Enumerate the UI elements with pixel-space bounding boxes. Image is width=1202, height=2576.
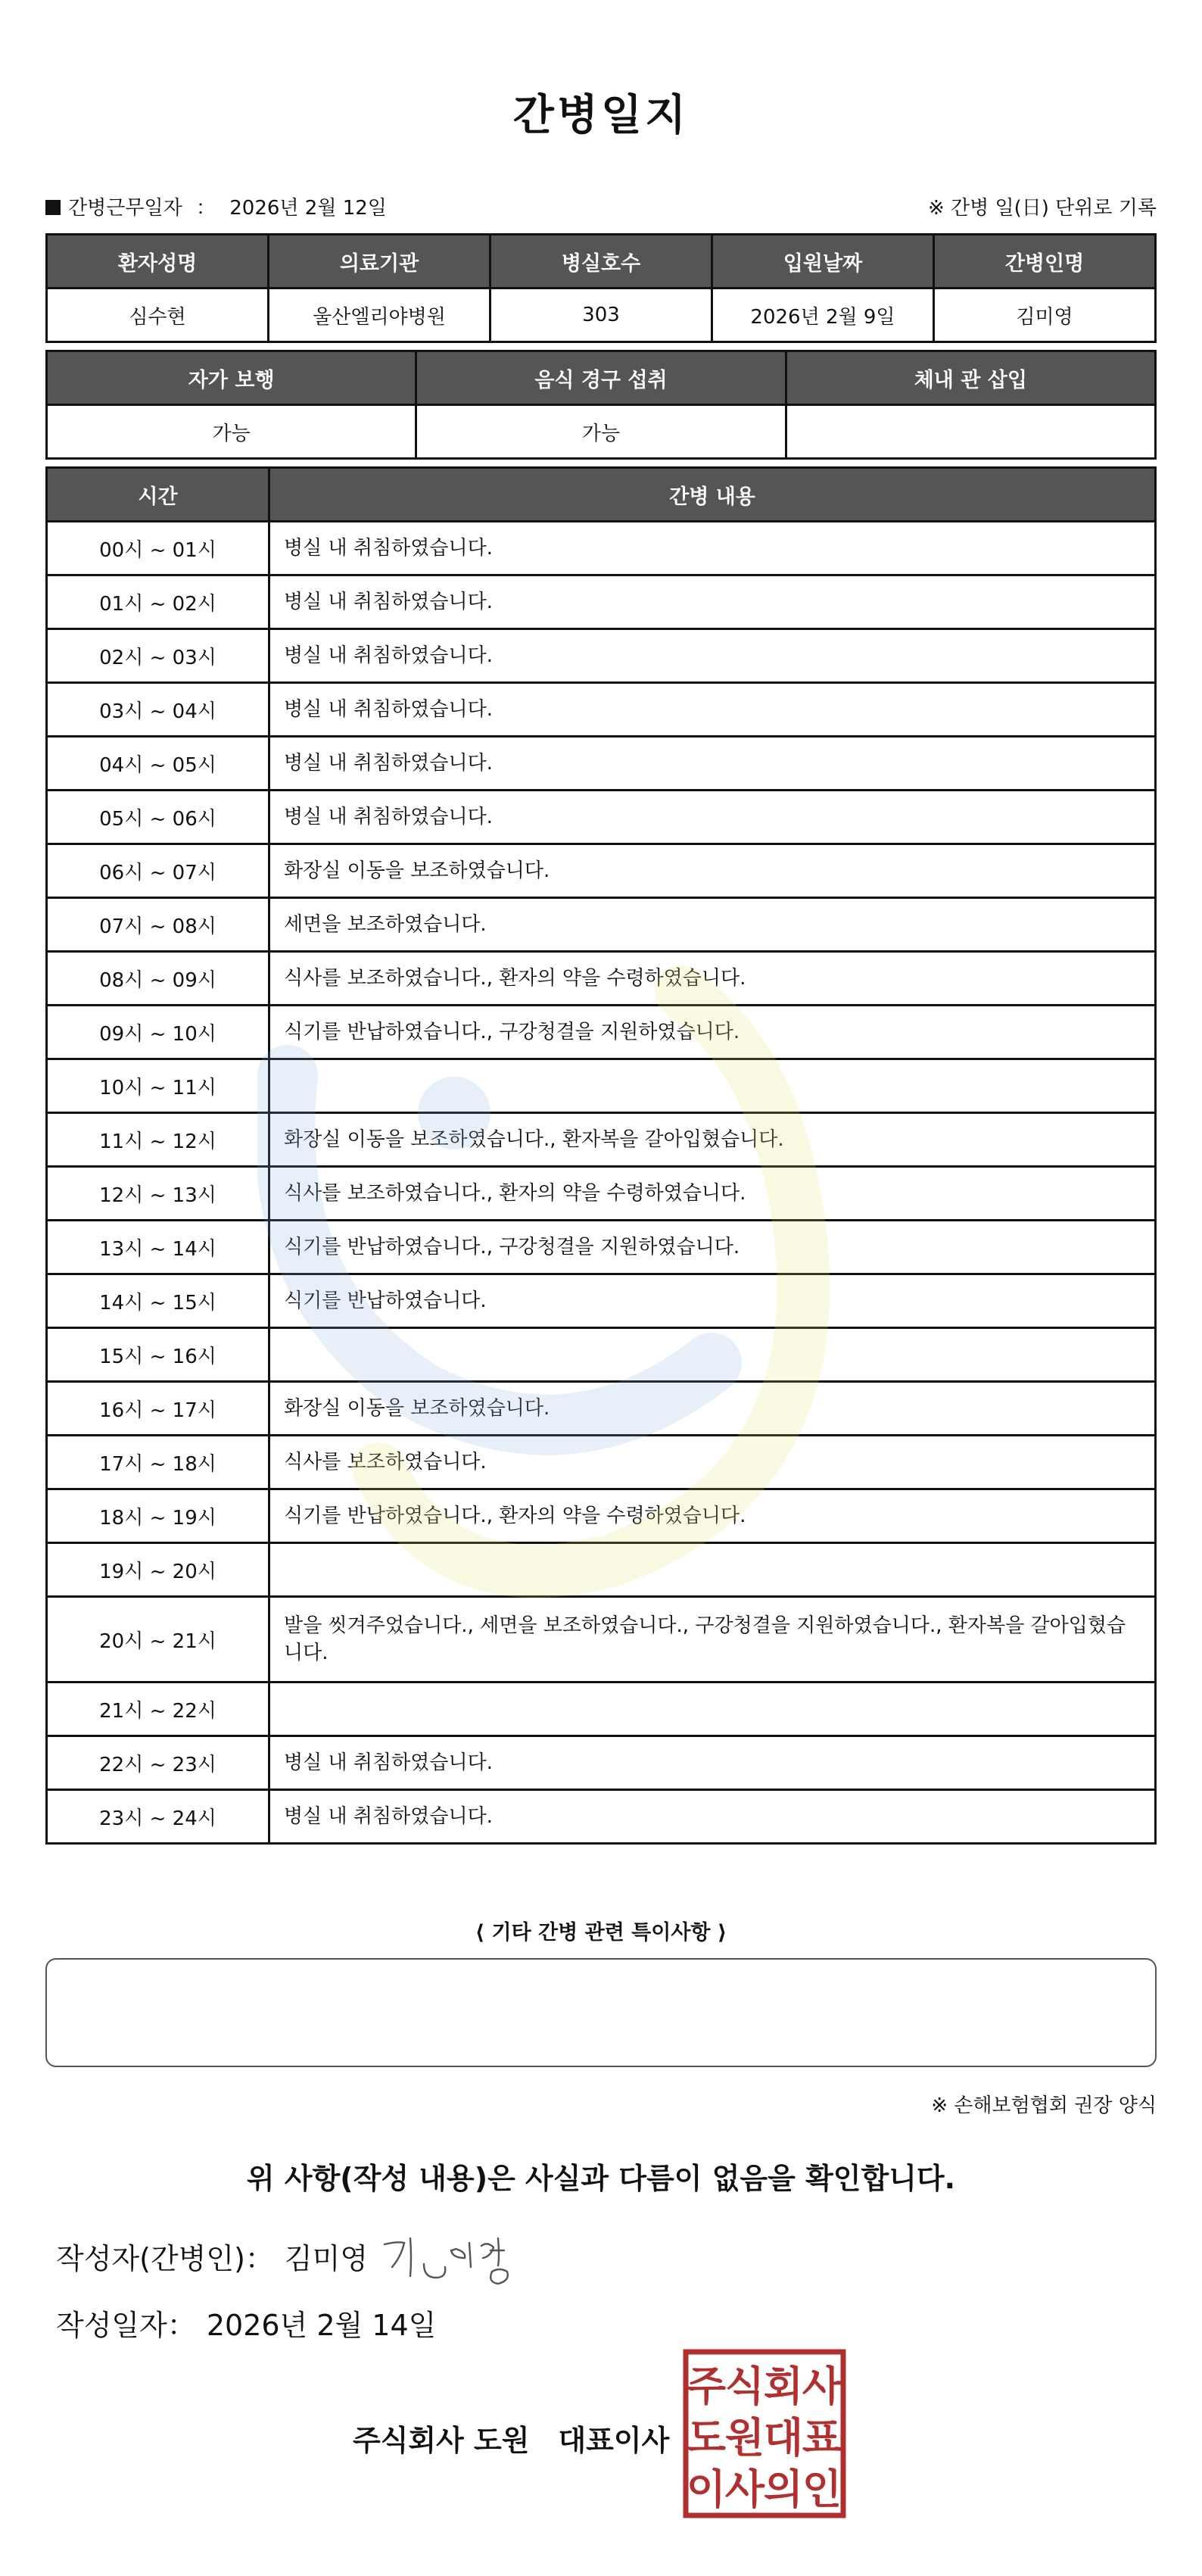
care-content: 병실 내 취침하였습니다. bbox=[269, 791, 1156, 844]
care-content: 식사를 보조하였습니다., 환자의 약을 수령하였습니다. bbox=[269, 1167, 1156, 1221]
header-self-walking: 자가 보행 bbox=[47, 351, 416, 405]
confirmation-statement: 위 사항(작성 내용)은 사실과 다름이 없음을 확인합니다. bbox=[246, 2162, 956, 2195]
header-tube-insertion: 체내 관 삽입 bbox=[786, 351, 1155, 405]
table-row bbox=[47, 844, 1156, 898]
tube-insertion-value bbox=[786, 405, 1155, 459]
care-content bbox=[269, 1059, 1156, 1113]
time-slot: 07시 ~ 08시 bbox=[47, 898, 269, 952]
svg-text:회: 회 bbox=[763, 2362, 804, 2410]
patient-status-value-row bbox=[47, 405, 1156, 459]
work-date-value: 2026년 2월 12일 bbox=[229, 197, 387, 220]
table-row bbox=[47, 1597, 1156, 1683]
table-row bbox=[47, 1113, 1156, 1167]
square-bullet-icon bbox=[45, 200, 61, 215]
header-oral-intake: 음식 경구 섭취 bbox=[416, 351, 786, 405]
care-content bbox=[269, 1328, 1156, 1382]
table-row bbox=[47, 1790, 1156, 1844]
writer-name: 김미영 bbox=[284, 2242, 369, 2275]
notes-title: ⟨ 기타 간병 관련 특이사항 ⟩ bbox=[475, 1921, 727, 1944]
care-content: 화장실 이동을 보조하였습니다. bbox=[269, 1382, 1156, 1436]
patient-status-table bbox=[45, 350, 1157, 460]
time-slot: 05시 ~ 06시 bbox=[47, 791, 269, 844]
time-slot: 23시 ~ 24시 bbox=[47, 1790, 269, 1844]
care-content: 병실 내 취침하였습니다. bbox=[269, 1790, 1156, 1844]
time-slot: 20시 ~ 21시 bbox=[47, 1597, 269, 1683]
care-content: 식기를 반납하였습니다. bbox=[269, 1274, 1156, 1328]
table-row bbox=[47, 575, 1156, 629]
written-date-label: 작성일자： bbox=[56, 2309, 196, 2342]
time-slot: 14시 ~ 15시 bbox=[47, 1274, 269, 1328]
care-content: 병실 내 취침하였습니다. bbox=[269, 575, 1156, 629]
time-slot: 19시 ~ 20시 bbox=[47, 1543, 269, 1597]
time-slot: 17시 ~ 18시 bbox=[47, 1436, 269, 1489]
care-content: 식기를 반납하였습니다., 구강청결을 지원하였습니다. bbox=[269, 1006, 1156, 1059]
time-slot: 01시 ~ 02시 bbox=[47, 575, 269, 629]
writer-line bbox=[56, 2235, 368, 2277]
time-slot: 02시 ~ 03시 bbox=[47, 629, 269, 683]
company-representative: 주식회사 도원 대표이사 bbox=[353, 2424, 670, 2457]
care-content: 식기를 반납하였습니다., 구강청결을 지원하였습니다. bbox=[269, 1221, 1156, 1274]
care-log-table bbox=[45, 466, 1157, 1845]
oral-intake-value: 가능 bbox=[416, 405, 786, 459]
notes-box bbox=[45, 1958, 1157, 2067]
writer-label: 작성자(간병인)： bbox=[56, 2242, 274, 2275]
company-seal-stamp bbox=[681, 2347, 848, 2520]
table-row bbox=[47, 1489, 1156, 1543]
time-slot: 16시 ~ 17시 bbox=[47, 1382, 269, 1436]
patient-info-header-row bbox=[47, 235, 1156, 288]
time-slot: 18시 ~ 19시 bbox=[47, 1489, 269, 1543]
care-content: 병실 내 취침하였습니다. bbox=[269, 737, 1156, 791]
table-row bbox=[47, 1059, 1156, 1113]
svg-text:의: 의 bbox=[763, 2465, 804, 2513]
care-content: 병실 내 취침하였습니다. bbox=[269, 522, 1156, 575]
work-date-label: 간병근무일자 bbox=[68, 197, 182, 220]
caregiver-name: 김미영 bbox=[934, 288, 1156, 342]
table-row bbox=[47, 1221, 1156, 1274]
self-walking-value: 가능 bbox=[47, 405, 416, 459]
time-slot: 00시 ~ 01시 bbox=[47, 522, 269, 575]
table-row bbox=[47, 1006, 1156, 1059]
table-row bbox=[47, 952, 1156, 1006]
table-row bbox=[47, 898, 1156, 952]
admission-date: 2026년 2월 9일 bbox=[712, 288, 934, 342]
svg-text:대: 대 bbox=[763, 2414, 804, 2462]
table-row bbox=[47, 1736, 1156, 1790]
time-slot: 21시 ~ 22시 bbox=[47, 1683, 269, 1736]
header-care-content: 간병 내용 bbox=[269, 468, 1156, 522]
svg-text:주: 주 bbox=[686, 2362, 727, 2410]
time-slot: 22시 ~ 23시 bbox=[47, 1736, 269, 1790]
header-time: 시간 bbox=[47, 468, 269, 522]
care-content: 화장실 이동을 보조하였습니다. bbox=[269, 844, 1156, 898]
time-slot: 09시 ~ 10시 bbox=[47, 1006, 269, 1059]
recommended-form-note: ※ 손해보험협회 권장 양식 bbox=[931, 2094, 1157, 2117]
care-content: 식사를 보조하였습니다. bbox=[269, 1436, 1156, 1489]
care-content: 병실 내 취침하였습니다. bbox=[269, 629, 1156, 683]
written-date-line bbox=[56, 2302, 436, 2344]
patient-info-table bbox=[45, 233, 1157, 343]
care-content: 화장실 이동을 보조하였습니다., 환자복을 갈아입혔습니다. bbox=[269, 1113, 1156, 1167]
patient-status-header-row bbox=[47, 351, 1156, 405]
care-log-header-row bbox=[47, 468, 1156, 522]
time-slot: 04시 ~ 05시 bbox=[47, 737, 269, 791]
patient-info-value-row bbox=[47, 288, 1156, 342]
table-row bbox=[47, 1328, 1156, 1382]
care-log-body bbox=[47, 522, 1156, 1844]
svg-text:사: 사 bbox=[802, 2362, 842, 2410]
table-row bbox=[47, 791, 1156, 844]
svg-text:식: 식 bbox=[724, 2362, 765, 2410]
header-room-number: 병실호수 bbox=[490, 235, 712, 288]
svg-text:원: 원 bbox=[724, 2414, 765, 2462]
care-content bbox=[269, 1543, 1156, 1597]
time-slot: 12시 ~ 13시 bbox=[47, 1167, 269, 1221]
header-caregiver-name: 간병인명 bbox=[934, 235, 1156, 288]
time-slot: 15시 ~ 16시 bbox=[47, 1328, 269, 1382]
care-content: 발을 씻겨주었습니다., 세면을 보조하였습니다., 구강청결을 지원하였습니다., 환자복을 갈아입혔습니다. bbox=[269, 1597, 1156, 1683]
table-row bbox=[47, 1382, 1156, 1436]
care-content: 식기를 반납하였습니다., 환자의 약을 수령하였습니다. bbox=[269, 1489, 1156, 1543]
time-slot: 06시 ~ 07시 bbox=[47, 844, 269, 898]
hospital-name: 울산엘리야병원 bbox=[269, 288, 490, 342]
time-slot: 03시 ~ 04시 bbox=[47, 683, 269, 737]
document-title: 간병일지 bbox=[512, 91, 690, 140]
care-content: 세면을 보조하였습니다. bbox=[269, 898, 1156, 952]
patient-name: 심수현 bbox=[47, 288, 269, 342]
table-row bbox=[47, 683, 1156, 737]
svg-text:표: 표 bbox=[802, 2414, 842, 2462]
table-row bbox=[47, 629, 1156, 683]
table-row bbox=[47, 1683, 1156, 1736]
header-hospital: 의료기관 bbox=[269, 235, 490, 288]
svg-text:이: 이 bbox=[686, 2465, 727, 2513]
time-slot: 11시 ~ 12시 bbox=[47, 1113, 269, 1167]
table-row bbox=[47, 1543, 1156, 1597]
care-content: 병실 내 취침하였습니다. bbox=[269, 683, 1156, 737]
written-date-value: 2026년 2월 14일 bbox=[206, 2309, 437, 2342]
care-content: 병실 내 취침하였습니다. bbox=[269, 1736, 1156, 1790]
time-slot: 13시 ~ 14시 bbox=[47, 1221, 269, 1274]
header-admission-date: 입원날짜 bbox=[712, 235, 934, 288]
time-slot: 08시 ~ 09시 bbox=[47, 952, 269, 1006]
table-row bbox=[47, 1167, 1156, 1221]
daily-record-note: ※ 간병 일(日) 단위로 기록 bbox=[927, 197, 1157, 220]
room-number: 303 bbox=[490, 288, 712, 342]
table-row bbox=[47, 737, 1156, 791]
care-content bbox=[269, 1683, 1156, 1736]
notes-content bbox=[47, 1960, 1155, 1987]
svg-text:사: 사 bbox=[724, 2465, 765, 2513]
work-date-line bbox=[45, 192, 387, 220]
svg-text:인: 인 bbox=[802, 2465, 842, 2513]
table-row bbox=[47, 522, 1156, 575]
care-content: 식사를 보조하였습니다., 환자의 약을 수령하였습니다. bbox=[269, 952, 1156, 1006]
work-date-separator: ： bbox=[195, 197, 216, 220]
time-slot: 10시 ~ 11시 bbox=[47, 1059, 269, 1113]
header-patient-name: 환자성명 bbox=[47, 235, 269, 288]
handwritten-signature bbox=[377, 2228, 521, 2288]
svg-text:도: 도 bbox=[686, 2414, 727, 2462]
table-row bbox=[47, 1274, 1156, 1328]
table-row bbox=[47, 1436, 1156, 1489]
